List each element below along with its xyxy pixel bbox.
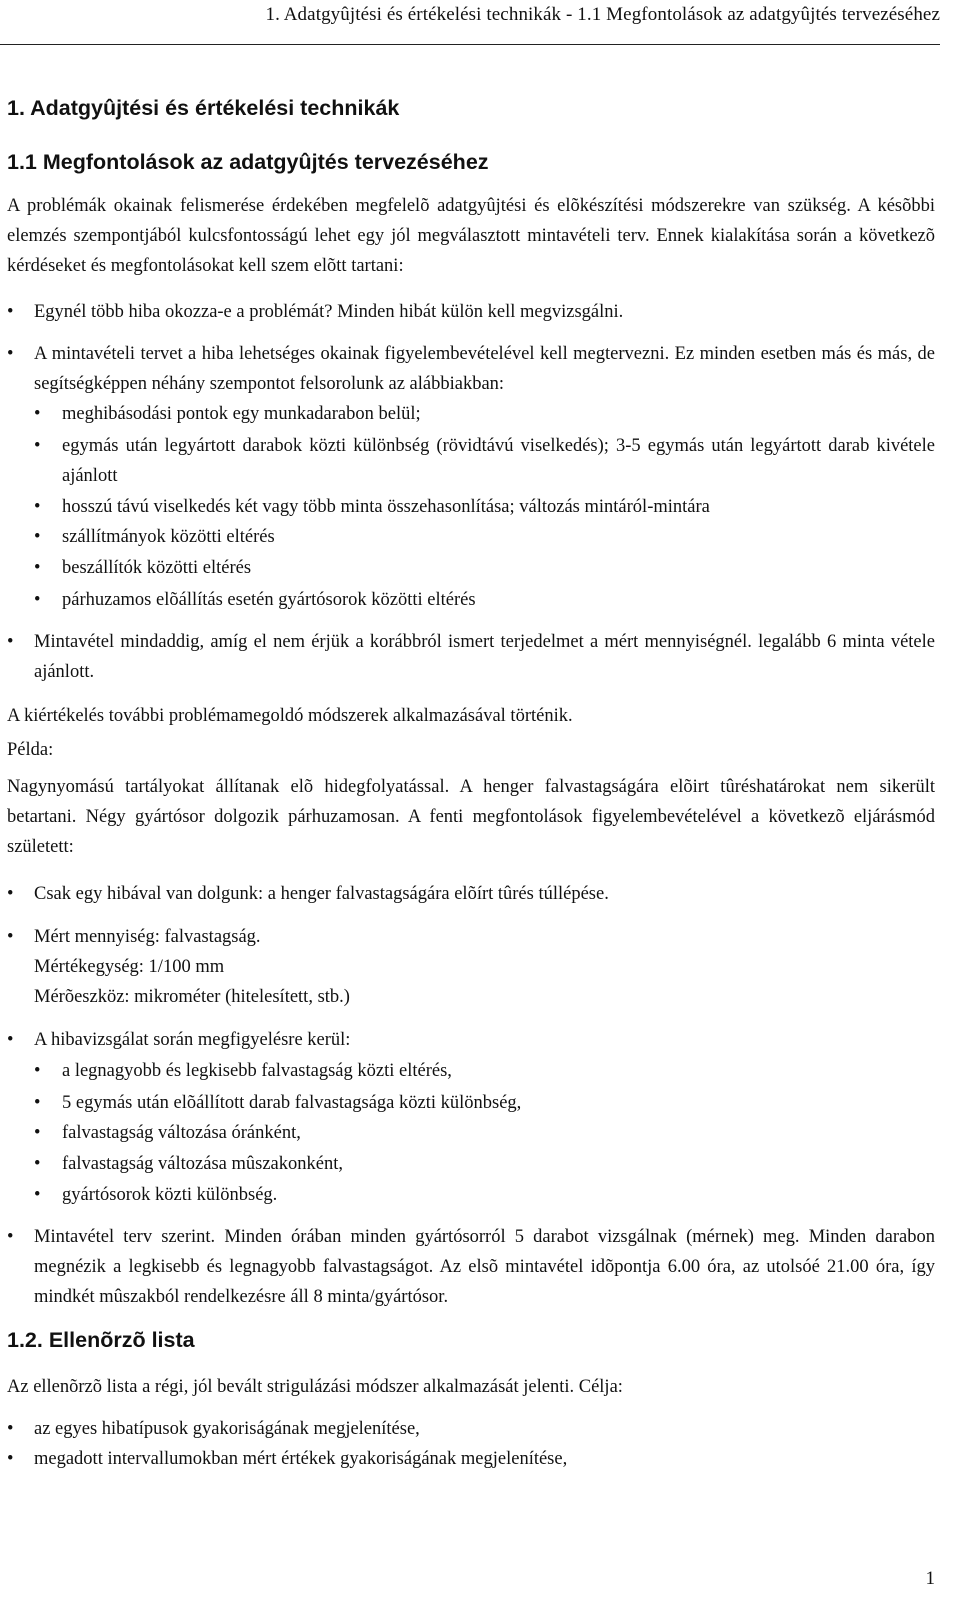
- section-heading: 1.1 Megfontolások az adatgyûjtés tervezéséhez: [7, 150, 489, 174]
- sub-list-item: [0, 1118, 935, 1148]
- bullet-icon: •: [7, 1449, 14, 1469]
- sub-list-item: [0, 399, 935, 429]
- intro-text: A problémák okainak felismerése érdekében megfelelõ adatgyûjtési és elõkészítési módszerekre van szükség. A késõbbi elemzés szempontjából kulcsfontosságú lehet egy jól megválasztott mintavételi terv. Ennek kialakítása során a következõ kérdéseket és megfontolásokat kell szem elõtt tartani:: [7, 196, 935, 276]
- bullet-icon: •: [7, 344, 14, 364]
- sub-list-item: [0, 1088, 935, 1118]
- list-item-text: A mintavételi tervet a hiba lehetséges okainak figyelembevételével kell megtervezni. Ez minden esetben más és más, de segítségképpen néhány szempontot felsorolunk az alábbiakban:: [34, 344, 935, 394]
- list-item-text: Mintavétel terv szerint. Minden órában minden gyártósorról 5 darabot vizsgálnak (mérnek) meg. Minden darabon megnézik a legkisebb és legnagyobb falvastagságot. Az elsõ mintavétel idõpontja 6.00 óra, az utolsóé 21.00 óra, így mindkét mûszakból rendelkezésre áll 8 minta/gyártósor.: [34, 1227, 935, 1307]
- bullet-icon: •: [34, 436, 41, 456]
- bullet-icon: •: [7, 927, 14, 947]
- running-header: 1. Adatgyûjtési és értékelési technikák - 1.1 Megfontolások az adatgyûjtés tervezéséhez: [265, 4, 940, 25]
- list-item-text: 5 egymás után elõállított darab falvastagsága közti különbség,: [62, 1093, 522, 1113]
- sub-list-item: [0, 522, 935, 552]
- list-item-text: megadott intervallumokban mért értékek gyakoriságának megjelenítése,: [34, 1449, 568, 1469]
- evaluation-paragraph: A kiértékelés további problémamegoldó módszerek alkalmazásával történik.: [7, 706, 573, 726]
- sub-list-item: [0, 1056, 935, 1086]
- bullet-icon: •: [7, 1227, 14, 1247]
- sub-list-item: [0, 553, 935, 583]
- measurement-tool: Mérõeszköz: mikrométer (hitelesített, stb.): [34, 987, 350, 1007]
- list-item: [0, 1222, 935, 1312]
- chapter-heading: 1. Adatgyûjtési és értékelési technikák: [7, 96, 400, 120]
- bullet-icon: •: [7, 884, 14, 904]
- list-item-text: A hibavizsgálat során megfigyelésre kerül:: [34, 1030, 351, 1050]
- list-item: [0, 922, 935, 1012]
- sub-list-item: [0, 1149, 935, 1179]
- bullet-icon: •: [34, 1061, 41, 1081]
- sub-list-item: [0, 431, 935, 491]
- list-item-text: Csak egy hibával van dolgunk: a henger falvastagságára elõírt tûrés túllépése.: [34, 884, 609, 904]
- list-item-text: Mintavétel mindaddig, amíg el nem érjük a korábbról ismert terjedelmet a mért mennyiségnél. legalább 6 minta vétele ajánlott.: [34, 632, 935, 682]
- measurement-unit: Mértékegység: 1/100 mm: [34, 957, 225, 977]
- bullet-icon: •: [34, 404, 41, 424]
- list-item: [0, 627, 935, 687]
- bullet-icon: •: [34, 1154, 41, 1174]
- bullet-icon: •: [34, 1123, 41, 1143]
- bullet-icon: •: [34, 1185, 41, 1205]
- list-item-text: szállítmányok közötti eltérés: [62, 527, 275, 547]
- bullet-icon: •: [34, 527, 41, 547]
- example-paragraph: Nagynyomású tartályokat állítanak elõ hidegfolyatással. A henger falvastagságára elõirt tûréshatárokat nem sikerült betartani. Négy gyártósor dolgozik párhuzamosan. A fenti megfontolások figyelembevételével a következõ eljárásmód született:: [7, 777, 935, 857]
- intro-paragraph: [7, 191, 935, 281]
- list-item: [0, 1414, 935, 1444]
- list-item-text: hosszú távú viselkedés két vagy több minta összehasonlítása; változás mintáról-mintára: [62, 497, 710, 517]
- list-item-text: beszállítók közötti eltérés: [62, 558, 252, 578]
- list-item: [0, 879, 935, 909]
- bullet-icon: •: [7, 1030, 14, 1050]
- bullet-icon: •: [34, 558, 41, 578]
- bullet-icon: •: [34, 497, 41, 517]
- list-item-text: párhuzamos elõállítás esetén gyártósorok közötti eltérés: [62, 590, 476, 610]
- bullet-icon: •: [34, 590, 41, 610]
- checklist-paragraph: Az ellenõrzõ lista a régi, jól bevált strigulázási módszer alkalmazását jelenti. Célja:: [7, 1377, 623, 1397]
- list-item-text: falvastagság változása mûszakonként,: [62, 1154, 343, 1174]
- sub-list-item: [0, 1180, 935, 1210]
- list-item-text: [34, 922, 935, 1012]
- bullet-icon: •: [7, 632, 14, 652]
- bullet-icon: •: [7, 1419, 14, 1439]
- measured-quantity: Mért mennyiség: falvastagság.: [34, 927, 261, 947]
- list-item-text: Egynél több hiba okozza-e a problémát? Minden hibát külön kell megvizsgálni.: [34, 302, 624, 322]
- list-item-text: egymás után legyártott darabok közti különbség (rövidtávú viselkedés); 3-5 egymás után legyártott darab kivétele ajánlott: [62, 436, 935, 486]
- bullet-icon: •: [7, 302, 14, 322]
- list-item-text: a legnagyobb és legkisebb falvastagság közti eltérés,: [62, 1061, 452, 1081]
- list-item: [0, 339, 935, 399]
- list-item-text: az egyes hibatípusok gyakoriságának megjelenítése,: [34, 1419, 420, 1439]
- header-divider: [0, 44, 940, 45]
- list-item: [0, 1025, 935, 1055]
- bullet-icon: •: [34, 1093, 41, 1113]
- page-number: 1: [925, 1568, 935, 1589]
- list-item-text: gyártósorok közti különbség.: [62, 1185, 278, 1205]
- list-item: [0, 1444, 935, 1474]
- list-item: [0, 297, 935, 327]
- example-label: Példa:: [7, 740, 54, 760]
- sub-list-item: [0, 585, 935, 615]
- list-item-text: falvastagság változása óránként,: [62, 1123, 301, 1143]
- list-item-text: meghibásodási pontok egy munkadarabon belül;: [62, 404, 421, 424]
- section-heading-checklist: 1.2. Ellenõrzõ lista: [7, 1328, 195, 1352]
- sub-list-item: [0, 492, 935, 522]
